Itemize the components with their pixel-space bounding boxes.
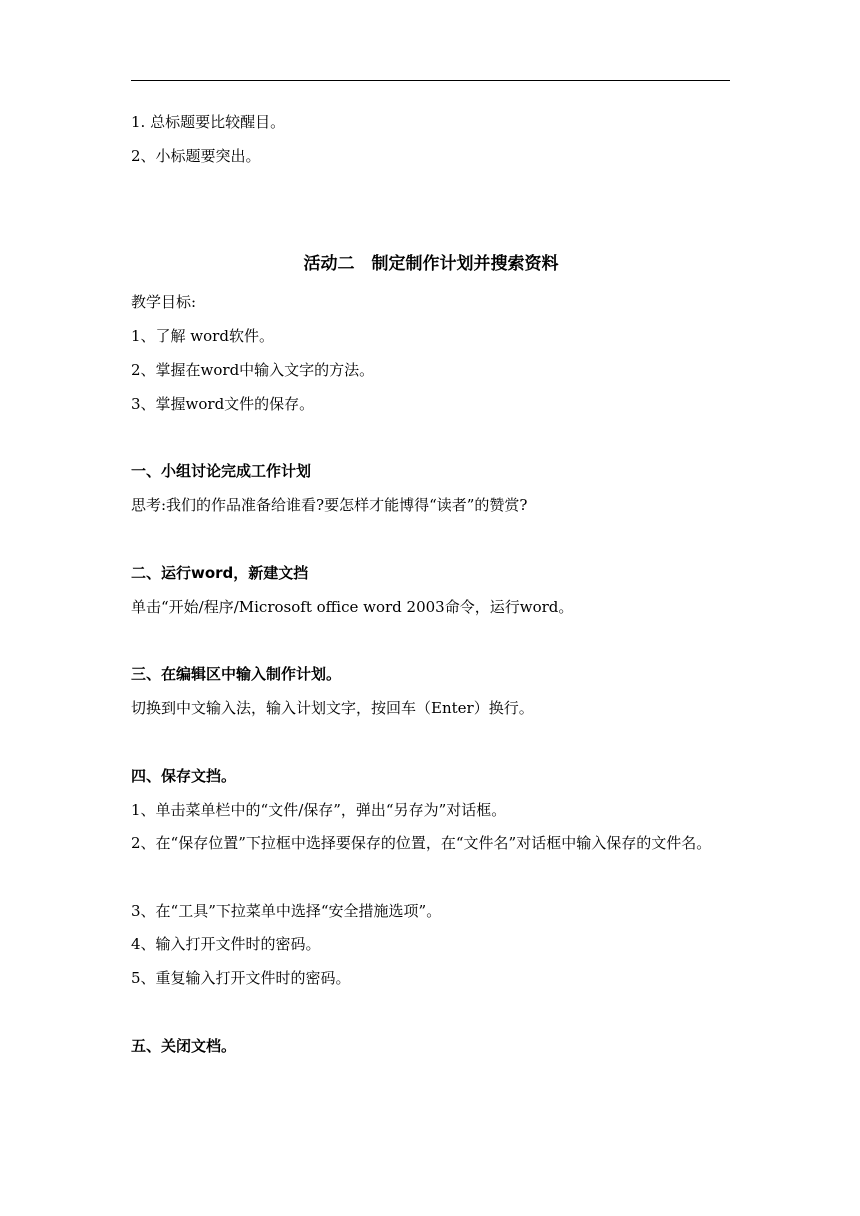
- objective-3: 3、掌握word文件的保存。: [131, 395, 315, 413]
- section-2-heading: 二、运行word，新建文挡: [131, 564, 309, 582]
- section-4-step-3: 3、在“工具”下拉菜单中选择“安全措施选项”。: [131, 902, 442, 920]
- section-3-body: 切换到中文输入法，输入计划文字，按回车（Enter）换行。: [131, 699, 534, 717]
- activity-title: 活动二 制定制作计划并搜索资料: [303, 254, 559, 274]
- section-4-step-5: 5、重复输入打开文件时的密码。: [131, 969, 351, 987]
- section-1-heading: 一、小组讨论完成工作计划: [131, 462, 312, 480]
- objective-2: 2、掌握在word中输入文字的方法。: [131, 361, 375, 379]
- section-4-step-2: 2、在“保存位置”下拉框中选择要保存的位置，在“文件名”对话框中输入保存的文件名。: [131, 834, 712, 852]
- header-rule: [131, 80, 730, 81]
- objectives-label: 教学目标:: [131, 293, 197, 311]
- section-4-step-4: 4、输入打开文件时的密码。: [131, 935, 321, 953]
- section-1-body: 思考:我们的作品准备给谁看?要怎样才能博得“读者”的赞赏?: [131, 496, 528, 514]
- objective-1: 1、了解 word软件。: [131, 327, 274, 345]
- section-5-heading: 五、关闭文档。: [131, 1037, 237, 1055]
- section-4-step-1: 1、单击菜单栏中的“文件/保存”，弹出“另存为”对话框。: [131, 801, 507, 819]
- section-2-body: 单击“开始/程序/Microsoft office word 2003命令，运行word。: [131, 598, 574, 616]
- section-3-heading: 三、在编辑区中输入制作计划。: [131, 665, 342, 683]
- section-4-heading: 四、保存文挡。: [131, 767, 237, 785]
- header-point-1: 1. 总标题要比较醒目。: [131, 113, 286, 131]
- header-point-2: 2、小标题要突出。: [131, 147, 261, 165]
